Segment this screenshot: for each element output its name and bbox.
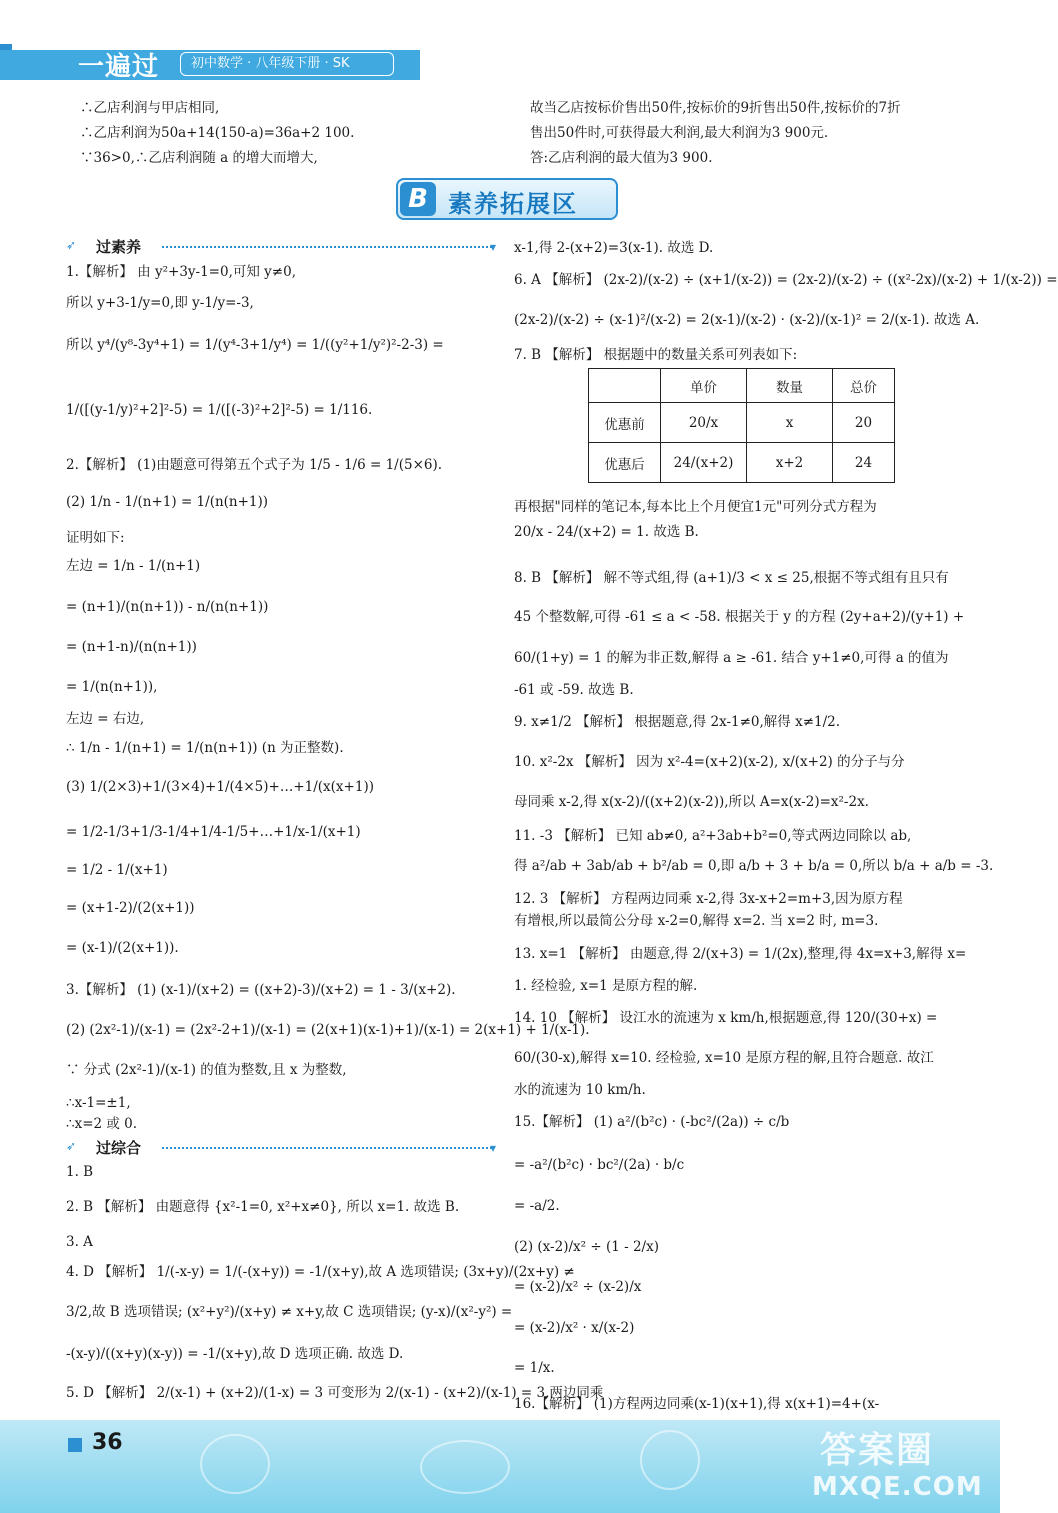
text-line: 1/([(y-1/y)²+2]²-5) = 1/([(-3)²+2]²-5) = 1/116. xyxy=(66,402,373,418)
chevron-down-icon: ▾ xyxy=(490,1141,497,1155)
subsection-title: 过素养 xyxy=(96,238,142,256)
text-line: ∴ 1/n - 1/(n+1) = 1/(n(n+1)) (n 为正整数). xyxy=(66,740,344,756)
text-line: 答:乙店利润的最大值为3 900. xyxy=(530,150,713,166)
text-line: 3. A xyxy=(66,1234,93,1250)
swoosh-icon: ➶ xyxy=(66,1139,77,1153)
page-number: 36 xyxy=(92,1430,123,1455)
right-column xyxy=(514,0,1058,1420)
table-cell: 优惠前 xyxy=(589,403,661,443)
doodle-decoration xyxy=(200,1434,270,1494)
text-line: 20/x - 24/(x+2) = 1. 故选 B. xyxy=(514,524,699,540)
text-line: 9. x≠1/2 【解析】 根据题意,得 2x-1≠0,解得 x≠1/2. xyxy=(514,714,841,730)
text-line: 8. B 【解析】 解不等式组,得 (a+1)/3 < x ≤ 25,根据不等式组有且只有 xyxy=(514,570,949,586)
text-line: ∵ 分式 (2x²-1)/(x-1) 的值为整数,且 x 为整数, xyxy=(66,1062,347,1078)
text-line: 16.【解析】 (1)方程两边同乘(x-1)(x+1),得 x(x+1)=4+(x- xyxy=(514,1396,880,1412)
table-cell: 20 xyxy=(833,403,895,443)
text-line: 1.【解析】 由 y²+3y-1=0,可知 y≠0, xyxy=(66,264,296,280)
table-header-row xyxy=(589,369,895,403)
text-line: 2. B 【解析】 由题意得 {x²-1=0, x²+x≠0}, 所以 x=1. 故选 B. xyxy=(66,1199,460,1215)
text-line: 6. A 【解析】 (2x-2)/(x-2) ÷ (x+1/(x-2)) = (2x-2)/(x-2) ÷ ((x²-2x)/(x-2) + 1/(x-2)) = xyxy=(514,272,1058,288)
text-line: 有增根,所以最简公分母 x-2=0,解得 x=2. 当 x=2 时, m=3. xyxy=(514,913,879,929)
swoosh-icon: ➶ xyxy=(66,238,77,252)
text-line: 3/2,故 B 选项错误; (x²+y²)/(x+y) ≠ x+y,故 C 选项错误; (y-x)/(x²-y²) = xyxy=(66,1304,513,1320)
price-table-wrapper xyxy=(588,368,895,483)
text-line: 1. B xyxy=(66,1164,94,1180)
text-line: 故当乙店按标价售出50件,按标价的9折售出50件,按标价的7折 xyxy=(530,100,901,116)
text-line: (2x-2)/(x-2) ÷ (x-1)²/(x-2) = 2(x-1)/(x-2) · (x-2)/(x-1)² = 2/(x-1). 故选 A. xyxy=(514,312,980,328)
text-line: 所以 y⁴/(y⁸-3y⁴+1) = 1/(y⁴-3+1/y⁴) = 1/((y²+1/y²)²-2-3) = xyxy=(66,337,444,353)
text-line: (2) (2x²-1)/(x-1) = (2x²-2+1)/(x-1) = (2(x+1)(x-1)+1)/(x-1) = 2(x+1) + 1/(x-1). xyxy=(66,1022,590,1038)
text-line: -61 或 -59. 故选 B. xyxy=(514,682,634,698)
text-line: 60/(1+y) = 1 的解为非正数,解得 a ≥ -61. 结合 y+1≠0,可得 a 的值为 xyxy=(514,650,949,666)
text-line: = 1/x. xyxy=(514,1360,555,1376)
table-header-cell xyxy=(589,369,661,403)
watermark-url: MXQE.COM xyxy=(812,1472,983,1502)
doodle-decoration xyxy=(640,1430,700,1490)
text-line: 45 个整数解,可得 -61 ≤ a < -58. 根据关于 y 的方程 (2y+a+2)/(y+1) + xyxy=(514,609,965,625)
subsection-title: 过综合 xyxy=(96,1139,142,1157)
table-header-cell: 数量 xyxy=(747,369,833,403)
text-line: 60/(30-x),解得 x=10. 经检验, x=10 是原方程的解,且符合题意. 故江 xyxy=(514,1050,934,1066)
table-header-cell: 单价 xyxy=(661,369,747,403)
text-line: (3) 1/(2×3)+1/(3×4)+1/(4×5)+…+1/(x(x+1)) xyxy=(66,779,374,795)
section-letter-badge: B xyxy=(400,182,436,216)
text-line: 证明如下: xyxy=(66,530,125,546)
text-line: 10. x²-2x 【解析】 因为 x²-4=(x+2)(x-2), x/(x+2) 的分子与分 xyxy=(514,754,905,770)
text-line: (2) 1/n - 1/(n+1) = 1/(n(n+1)) xyxy=(66,494,269,510)
text-line: 14. 10 【解析】 设江水的流速为 x km/h,根据题意,得 120/(30+x) = xyxy=(514,1010,938,1026)
table-header-cell: 总价 xyxy=(833,369,895,403)
text-line: = (x-2)/x² ÷ (x-2)/x xyxy=(514,1279,642,1295)
text-line: 得 a²/ab + 3ab/ab + b²/ab = 0,即 a/b + 3 + b/a = 0,所以 b/a + a/b = -3. xyxy=(514,858,994,874)
text-line: 售出50件时,可获得最大利润,最大利润为3 900元. xyxy=(530,125,829,141)
text-line: = -a/2. xyxy=(514,1198,560,1214)
table-cell: 24/(x+2) xyxy=(661,443,747,483)
text-line: ∴x=2 或 0. xyxy=(66,1116,138,1132)
table-row xyxy=(589,443,895,483)
chevron-down-icon: ▾ xyxy=(490,240,497,254)
text-line: ∴乙店利润与甲店相同, xyxy=(80,100,220,116)
text-line: = (x+1-2)/(2(x+1)) xyxy=(66,900,195,916)
text-line: 12. 3 【解析】 方程两边同乘 x-2,得 3x-x+2=m+3,因为原方程 xyxy=(514,891,903,907)
section-title: 素养拓展区 xyxy=(448,190,578,218)
text-line: = 1/2-1/3+1/3-1/4+1/4-1/5+…+1/x-1/(x+1) xyxy=(66,824,361,840)
text-line: ∴乙店利润为50a+14(150-a)=36a+2 100. xyxy=(80,125,355,141)
text-line: = (x-1)/(2(x+1)). xyxy=(66,940,179,956)
watermark-logo: 答案圈 xyxy=(820,1430,935,1471)
text-line: = 1/(n(n+1)), xyxy=(66,679,158,695)
text-line: 1. 经检验, x=1 是原方程的解. xyxy=(514,978,698,994)
text-line: 水的流速为 10 km/h. xyxy=(514,1082,646,1098)
text-line: 左边 = 右边, xyxy=(66,711,145,727)
table-cell: 20/x xyxy=(661,403,747,443)
text-line: ∴x-1=±1, xyxy=(66,1095,131,1111)
text-line: 15.【解析】 (1) a²/(b²c) · (-bc²/(2a)) ÷ c/b xyxy=(514,1114,790,1130)
text-line: 再根据"同样的笔记本,每本比上个月便宜1元"可列分式方程为 xyxy=(514,499,877,515)
text-line: 3.【解析】 (1) (x-1)/(x+2) = ((x+2)-3)/(x+2) = 1 - 3/(x+2). xyxy=(66,982,456,998)
price-table xyxy=(588,368,895,483)
text-line: 4. D 【解析】 1/(-x-y) = 1/(-(x+y)) = -1/(x+y),故 A 选项错误; (3x+y)/(2x+y) ≠ xyxy=(66,1264,575,1280)
text-line: = (n+1-n)/(n(n+1)) xyxy=(66,639,197,655)
table-cell: 24 xyxy=(833,443,895,483)
text-line: ∵36>0,∴乙店利润随 a 的增大而增大, xyxy=(80,150,318,166)
text-line: x-1,得 2-(x+2)=3(x-1). 故选 D. xyxy=(514,240,714,256)
text-line: = (n+1)/(n(n+1)) - n/(n(n+1)) xyxy=(66,599,269,615)
book-logo: 一遍过 xyxy=(78,52,160,82)
text-line: 左边 = 1/n - 1/(n+1) xyxy=(66,558,201,574)
doodle-decoration xyxy=(420,1440,510,1494)
text-line: = (x-2)/x² · x/(x-2) xyxy=(514,1320,635,1336)
table-cell: 优惠后 xyxy=(589,443,661,483)
table-cell: x+2 xyxy=(747,443,833,483)
text-line: 5. D 【解析】 2/(x-1) + (x+2)/(1-x) = 3 可变形为 2/(x-1) - (x+2)/(x-1) = 3,两边同乘 xyxy=(66,1385,604,1401)
table-row xyxy=(589,403,895,443)
text-line: 13. x=1 【解析】 由题意,得 2/(x+3) = 1/(2x),整理,得 4x=x+3,解得 x= xyxy=(514,946,967,962)
text-line: -(x-y)/((x+y)(x-y)) = -1/(x+y),故 D 选项正确. 故选 D. xyxy=(66,1346,404,1362)
text-line: = -a²/(b²c) · bc²/(2a) · b/c xyxy=(514,1157,685,1173)
text-line: 11. -3 【解析】 已知 ab≠0, a²+3ab+b²=0,等式两边同除以 ab, xyxy=(514,828,912,844)
page-number-marker xyxy=(68,1438,82,1452)
text-line: (2) (x-2)/x² ÷ (1 - 2/x) xyxy=(514,1239,659,1255)
text-line: 母同乘 x-2,得 x(x-2)/((x+2)(x-2)),所以 A=x(x-2)=x²-2x. xyxy=(514,794,869,810)
book-subtitle: 初中数学 · 八年级下册 · SK xyxy=(180,52,394,76)
table-cell: x xyxy=(747,403,833,443)
text-line: = 1/2 - 1/(x+1) xyxy=(66,862,168,878)
text-line: 2.【解析】 (1)由题意可得第五个式子为 1/5 - 1/6 = 1/(5×6). xyxy=(66,457,443,473)
text-line: 所以 y+3-1/y=0,即 y-1/y=-3, xyxy=(66,295,254,311)
text-line: 7. B 【解析】 根据题中的数量关系可列表如下: xyxy=(514,347,798,363)
